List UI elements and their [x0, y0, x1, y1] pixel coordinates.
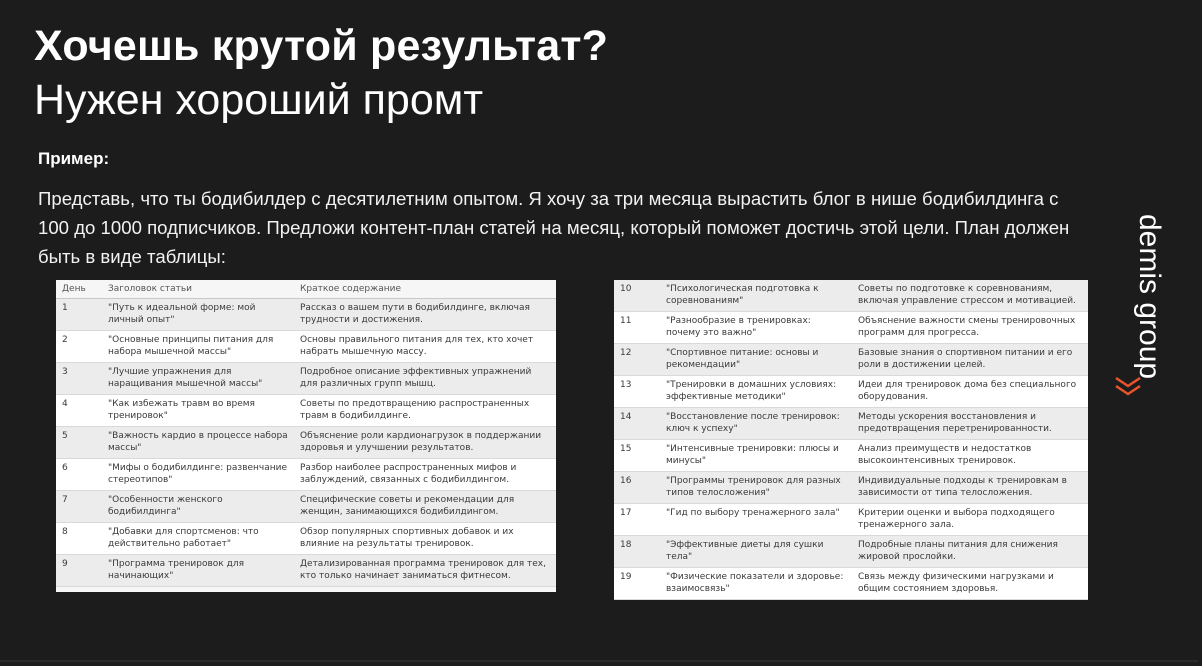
cell-day: 18: [614, 536, 660, 568]
cell-day: 6: [56, 459, 102, 491]
cell-title: "Физические показатели и здоровье: взаимосвязь": [660, 568, 852, 600]
cell-day: 4: [56, 395, 102, 427]
content-plan-table-left: [56, 280, 556, 592]
cell-title: "Гид по выбору тренажерного зала": [660, 504, 852, 536]
table-row: [614, 504, 1088, 536]
cell-summary: Разбор наиболее распространенных мифов и заблуждений, связанных с бодибилдингом.: [294, 459, 556, 491]
cell-summary: Индивидуальные подходы к тренировкам в зависимости от типа телосложения.: [852, 472, 1088, 504]
cell-summary: Связь между физическими нагрузками и общим состоянием здоровья.: [852, 568, 1088, 600]
table-row: [614, 344, 1088, 376]
cell-summary: Объяснение важности смены тренировочных программ для прогресса.: [852, 312, 1088, 344]
cell-day: 8: [56, 523, 102, 555]
table-row: [614, 536, 1088, 568]
cell-day: 13: [614, 376, 660, 408]
table-row: [614, 440, 1088, 472]
cell-day: 15: [614, 440, 660, 472]
brand-accent-chevron-icon: [1116, 378, 1140, 394]
cell-summary: Рассказ о вашем пути в бодибилдинге, включая трудности и достижения.: [294, 299, 556, 331]
cell-summary: Подробные планы питания для снижения жировой прослойки.: [852, 536, 1088, 568]
header-summary: Краткое содержание: [294, 280, 556, 299]
cell-day: 1: [56, 299, 102, 331]
cell-title: "Путь к идеальной форме: мой личный опыт": [102, 299, 294, 331]
cell-summary: Объяснение роли кардионагрузок в поддержании здоровья и улучшении результатов.: [294, 427, 556, 459]
cell-title: "Разнообразие в тренировках: почему это важно": [660, 312, 852, 344]
cell-day: 19: [614, 568, 660, 600]
slide-title: Хочешь крутой результат?: [34, 22, 609, 70]
table-row: [56, 363, 556, 395]
cell-title: "Основные принципы питания для набора мышечной массы": [102, 331, 294, 363]
table-row: [614, 472, 1088, 504]
table-row: [614, 312, 1088, 344]
table-row: [56, 555, 556, 587]
table-row: [56, 395, 556, 427]
cell-title: "Программы тренировок для разных типов телосложения": [660, 472, 852, 504]
cell-summary: Детализированная программа тренировок для тех, кто только начинает заниматься фитнесом.: [294, 555, 556, 587]
brand-wordmark: demis group: [1133, 214, 1166, 380]
cell-day: 3: [56, 363, 102, 395]
cell-day: 5: [56, 427, 102, 459]
table-row: [56, 491, 556, 523]
cell-title: "Эффективные диеты для сушки тела": [660, 536, 852, 568]
table-row: [614, 280, 1088, 312]
prompt-text: Представь, что ты бодибилдер с десятилетним опытом. Я хочу за три месяца вырастить блог в нише бодибилдинга с 100 до 1000 подписчиков. Предложи контент-план статей на месяц, который поможет достичь этой цели. План должен быть в виде таблицы:: [38, 188, 1070, 267]
cell-title: "Особенности женского бодибилдинга": [102, 491, 294, 523]
cell-day: 14: [614, 408, 660, 440]
cell-day: 16: [614, 472, 660, 504]
cell-title: "Спортивное питание: основы и рекомендации": [660, 344, 852, 376]
cell-summary: Методы ускорения восстановления и предотвращения перетренированности.: [852, 408, 1088, 440]
cell-summary: Советы по предотвращению распространенных травм в бодибилдинге.: [294, 395, 556, 427]
cell-title: "Лучшие упражнения для наращивания мышечной массы": [102, 363, 294, 395]
cell-day: 7: [56, 491, 102, 523]
cell-day: 17: [614, 504, 660, 536]
cell-summary: Основы правильного питания для тех, кто хочет набрать мышечную массу.: [294, 331, 556, 363]
cell-day: 10: [614, 280, 660, 312]
cell-title: "Тренировки в домашних условиях: эффективные методики": [660, 376, 852, 408]
cell-day: 12: [614, 344, 660, 376]
header-title: Заголовок статьи: [102, 280, 294, 299]
cell-day: 9: [56, 555, 102, 587]
table-row: [56, 459, 556, 491]
cell-summary: Анализ преимуществ и недостатков высокоинтенсивных тренировок.: [852, 440, 1088, 472]
table-row: [614, 408, 1088, 440]
cell-title: "Добавки для спортсменов: что действительно работает": [102, 523, 294, 555]
cell-summary: Специфические советы и рекомендации для женщин, занимающихся бодибилдингом.: [294, 491, 556, 523]
table-row: [56, 331, 556, 363]
cell-title: "Как избежать травм во время тренировок": [102, 395, 294, 427]
brand-logo: [1100, 210, 1166, 440]
cell-title: "Программа тренировок для начинающих": [102, 555, 294, 587]
slide-subtitle: Нужен хороший промт: [34, 76, 484, 124]
cell-day: 11: [614, 312, 660, 344]
cell-title: "Психологическая подготовка к соревнованиям": [660, 280, 852, 312]
cell-summary: Советы по подготовке к соревнованиям, включая управление стрессом и мотивацией.: [852, 280, 1088, 312]
table-row: [56, 299, 556, 331]
slide-bottom-edge: [0, 660, 1198, 662]
table-row: [614, 376, 1088, 408]
table-row: [56, 427, 556, 459]
example-label: Пример:: [38, 149, 110, 168]
cell-summary: Базовые знания о спортивном питании и его роли в достижении целей.: [852, 344, 1088, 376]
cell-title: "Важность кардио в процессе набора массы": [102, 427, 294, 459]
content-plan-table-right: [614, 280, 1088, 592]
cell-summary: Критерии оценки и выбора подходящего тренажерного зала.: [852, 504, 1088, 536]
cell-day: 2: [56, 331, 102, 363]
header-day: День: [56, 280, 102, 299]
cell-summary: Подробное описание эффективных упражнений для различных групп мышц.: [294, 363, 556, 395]
cell-title: "Интенсивные тренировки: плюсы и минусы": [660, 440, 852, 472]
cell-summary: Идеи для тренировок дома без специального оборудования.: [852, 376, 1088, 408]
cell-summary: Обзор популярных спортивных добавок и их влияние на результаты тренировок.: [294, 523, 556, 555]
table-row: [614, 568, 1088, 600]
cell-title: "Восстановление после тренировок: ключ к успеху": [660, 408, 852, 440]
cell-title: "Мифы о бодибилдинге: развенчание стереотипов": [102, 459, 294, 491]
table-row: [56, 523, 556, 555]
